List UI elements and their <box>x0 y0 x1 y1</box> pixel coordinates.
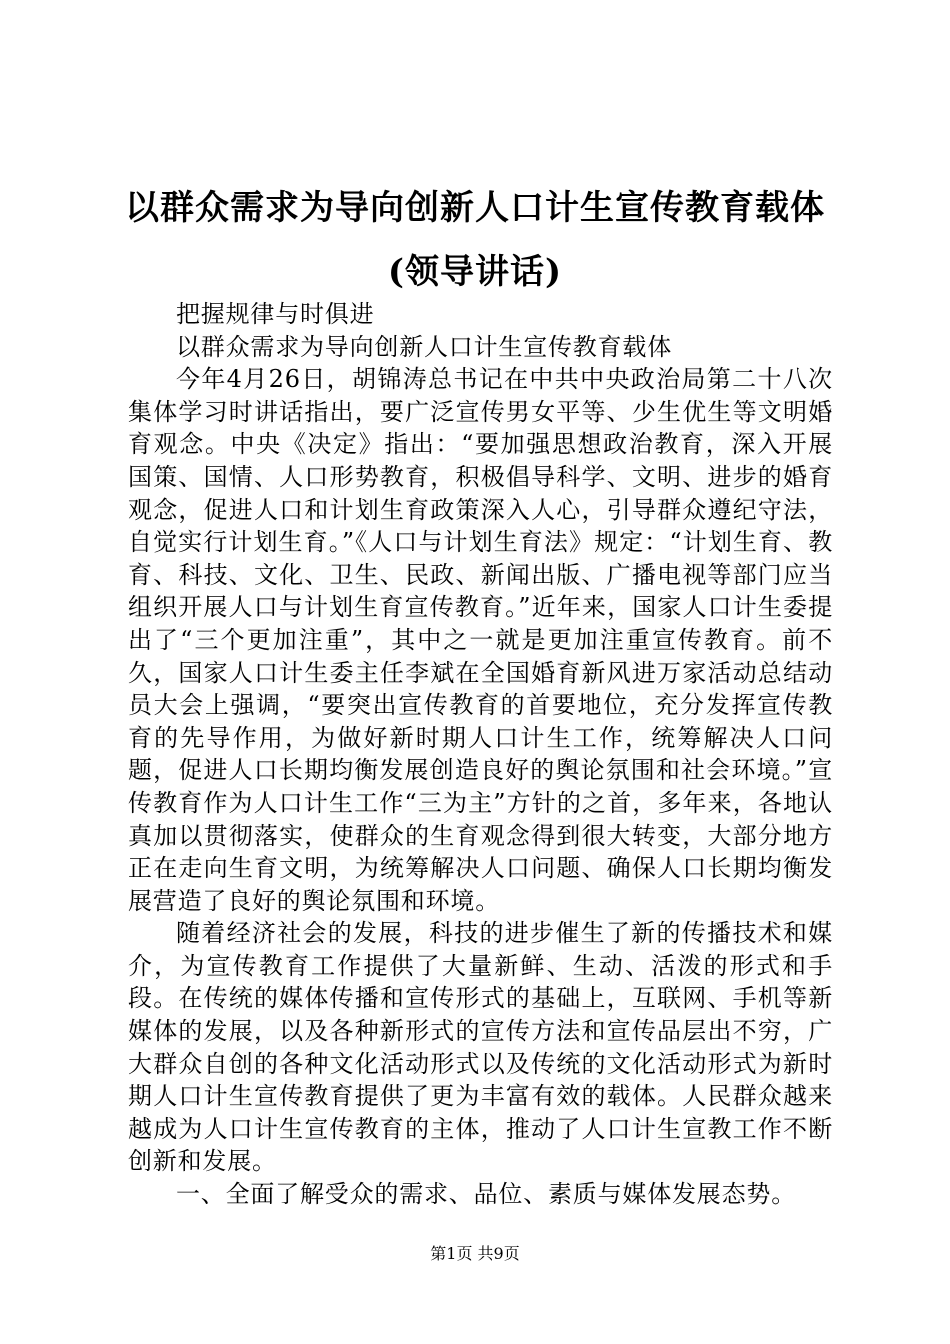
document-title-line1: 以群众需求为导向创新人口计生宣传教育载体 <box>125 188 825 228</box>
page-footer: 第1页 共9页 <box>430 1244 520 1263</box>
document-body <box>128 298 833 1211</box>
paragraph-subtitle-1: 把握规律与时俱进 <box>176 300 375 328</box>
document-title-line2: (领导讲话) <box>387 252 563 292</box>
paragraph-subtitle-2: 以群众需求为导向创新人口计生宣传教育载体 <box>176 332 672 361</box>
paragraph-1: 今年4月26日，胡锦涛总书记在中共中央政治局第二十八次集体学习时讲话指出，要广泛宣传男女平等、少生优生等文明婚育观念。中央《决定》指出：“要加强思想政治教育，深入开展国策、国情、人口形势教育，积极倡导科学、文明、进步的婚育观念，促进人口和计划生育政策深入人心，引导群众遵纪守法，自觉实行计划生育。”《人口与计划生育法》规定：“计划生育、教育、科技、文化、卫生、民政、新闻出版、广播电视等部门应当组织开展人口与计划生育宣传教育。”近年来，国家人口计生委提出了“三个更加注重”，其中之一就是更加注重宣传教育。前不久，国家人口计生委主任李斌在全国婚育新风进万家活动总结动员大会上强调，“要突出宣传教育的首要地位，充分发挥宣传教育的先导作用，为做好新时期人口计生工作，统筹解决人口问题，促进人口长期均衡发展创造良好的舆论氛围和社会环境。”宣传教育作为人口计生工作“三为主”方针的之首，多年来，各地认真加以贯彻落实，使群众的生育观念得到很大转变，大部分地方正在走向生育文明，为统筹解决人口问题、确保人口长期均衡发展营造了良好的舆论氛围和环境。 <box>128 365 833 915</box>
paragraph-section-heading: 一、全面了解受众的需求、品位、素质与媒体发展态势。 <box>176 1180 796 1209</box>
paragraph-2: 随着经济社会的发展，科技的进步催生了新的传播技术和媒介，为宣传教育工作提供了大量新鲜、生动、活泼的形式和手段。在传统的媒体传播和宣传形式的基础上，互联网、手机等新媒体的发展，以及各种新形式的宣传方法和宣传品层出不穷，广大群众自创的各种文化活动形式以及传统的文化活动形式为新时期人口计生宣传教育提供了更为丰富有效的载体。人民群众越来越成为人口计生宣传教育的主体，推动了人口计生宣教工作不断创新和发展。 <box>128 919 833 1176</box>
